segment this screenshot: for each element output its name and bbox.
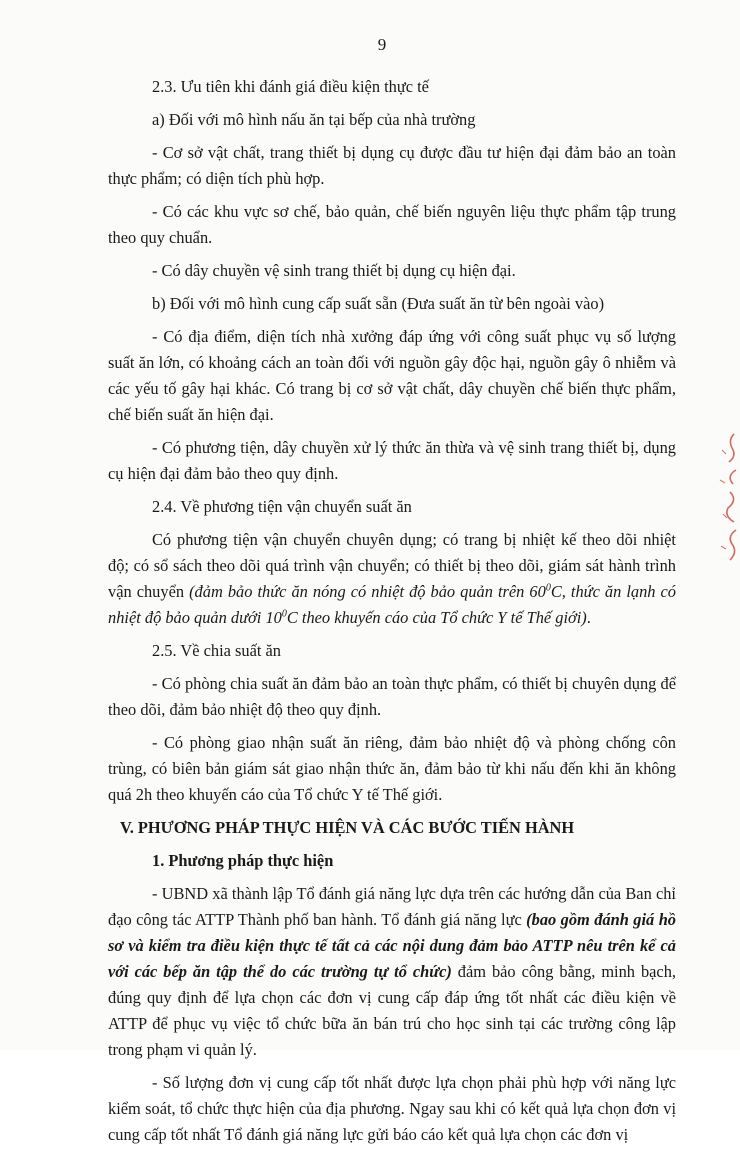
transport-italic-3: C theo khuyến cáo của Tổ chức Y tế Thế giới)	[286, 608, 587, 627]
section-2-5-heading: 2.5. Về chia suất ăn	[152, 641, 281, 660]
red-stamp-edge-mark	[714, 430, 740, 570]
section-v-heading: V. PHƯƠNG PHÁP THỰC HIỆN VÀ CÁC BƯỚC TIẾN HÀNH	[120, 818, 575, 837]
section-2-3-heading: 2.3. Ưu tiên khi đánh giá điều kiện thực tế	[152, 77, 429, 96]
paragraph: - Có dây chuyền vệ sinh trang thiết bị dụng cụ hiện đại.	[152, 261, 516, 280]
paragraph: - Có địa điểm, diện tích nhà xưởng đáp ứng với công suất phục vụ số lượng suất ăn lớn, có khoảng cách an toàn đối với nguồn gây độc hại, nguồn gây ô nhiễm và các yếu tố gây hại khác. Có trang bị cơ sở vật chất, dây chuyền chế biến thực phẩm, chế biến suất ăn hiện đại.	[108, 327, 676, 424]
transport-italic-1: (đảm bảo thức ăn nóng có nhiệt độ bảo quản trên 60	[189, 582, 546, 601]
section-2-3-a-heading: a) Đối với mô hình nấu ăn tại bếp của nhà trường	[152, 110, 476, 129]
transport-text: Có phương tiện vận chuyển chuyên dụng; có trang bị nhiệt kế theo dõi nhiệt độ; có sổ sách theo dõi quá trình vận chuyển; có thiết bị theo dõi, giám sát hành trình vận chuyển	[108, 530, 676, 601]
paragraph: - Có phương tiện, dây chuyền xử lý thức ăn thừa và vệ sinh trang thiết bị, dụng cụ hiện đại đảm bảo theo quy định.	[108, 438, 676, 483]
section-2-4-heading: 2.4. Về phương tiện vận chuyển suất ăn	[152, 497, 412, 516]
method-bold-italic: (bao gồm đánh giá hồ sơ và kiểm tra điều kiện thực tế tất cả các nội dung đảm bảo ATTP nêu trên kể cả với các bếp ăn tập thể do các trường tự tổ chức)	[108, 910, 676, 981]
transport-paragraph	[108, 527, 676, 631]
paragraph: - Cơ sở vật chất, trang thiết bị dụng cụ được đầu tư hiện đại đảm bảo an toàn thực phẩm; có diện tích phù hợp.	[108, 143, 676, 188]
degree-superscript: 0	[545, 582, 551, 594]
section-v-1-heading: 1. Phương pháp thực hiện	[152, 851, 334, 870]
paragraph: - Có các khu vực sơ chế, bảo quản, chế biến nguyên liệu thực phẩm tập trung theo quy chuẩn.	[108, 202, 676, 247]
paragraph: - Có phòng chia suất ăn đảm bảo an toàn thực phẩm, có thiết bị chuyên dụng để theo dõi, đảm bảo nhiệt độ theo quy định.	[108, 674, 676, 719]
page-content	[108, 32, 676, 1155]
page-number: 9	[377, 35, 387, 54]
transport-italic-2: C, thức ăn lạnh có nhiệt độ bảo quản dưới 10	[108, 582, 676, 627]
paragraph: - Có phòng giao nhận suất ăn riêng, đảm bảo nhiệt độ và phòng chống côn trùng, có biên bản giám sát giao nhận thức ăn, đảm bảo từ khi nấu đến khi ăn không quá 2h theo khuyến cáo của Tổ chức Y tế Thế giới.	[108, 733, 676, 804]
method-text-start: - UBND xã thành lập Tổ đánh giá năng lực dựa trên các hướng dẫn của Ban chỉ đạo công tác ATTP Thành phố ban hành. Tổ đánh giá năng lực	[108, 884, 676, 929]
transport-end: .	[586, 608, 591, 627]
degree-superscript: 0	[281, 608, 287, 620]
method-paragraph	[108, 881, 676, 1063]
section-2-3-b-heading: b) Đối với mô hình cung cấp suất sẵn (Đưa suất ăn từ bên ngoài vào)	[152, 294, 605, 313]
paragraph: - Số lượng đơn vị cung cấp tốt nhất được lựa chọn phải phù hợp với năng lực kiểm soát, tổ chức thực hiện của địa phương. Ngay sau khi có kết quả lựa chọn đơn vị cung cấp tốt nhất Tổ đánh giá năng lực gửi báo cáo kết quả lựa chọn các đơn vị	[108, 1073, 676, 1144]
method-text-end: đảm bảo công bằng, minh bạch, đúng quy định để lựa chọn các đơn vị cung cấp đáp ứng tốt nhất các điều kiện về ATTP để phục vụ việc tổ chức bữa ăn bán trú cho học sinh tại các trường công lập trong phạm vi quản lý.	[108, 962, 677, 1059]
